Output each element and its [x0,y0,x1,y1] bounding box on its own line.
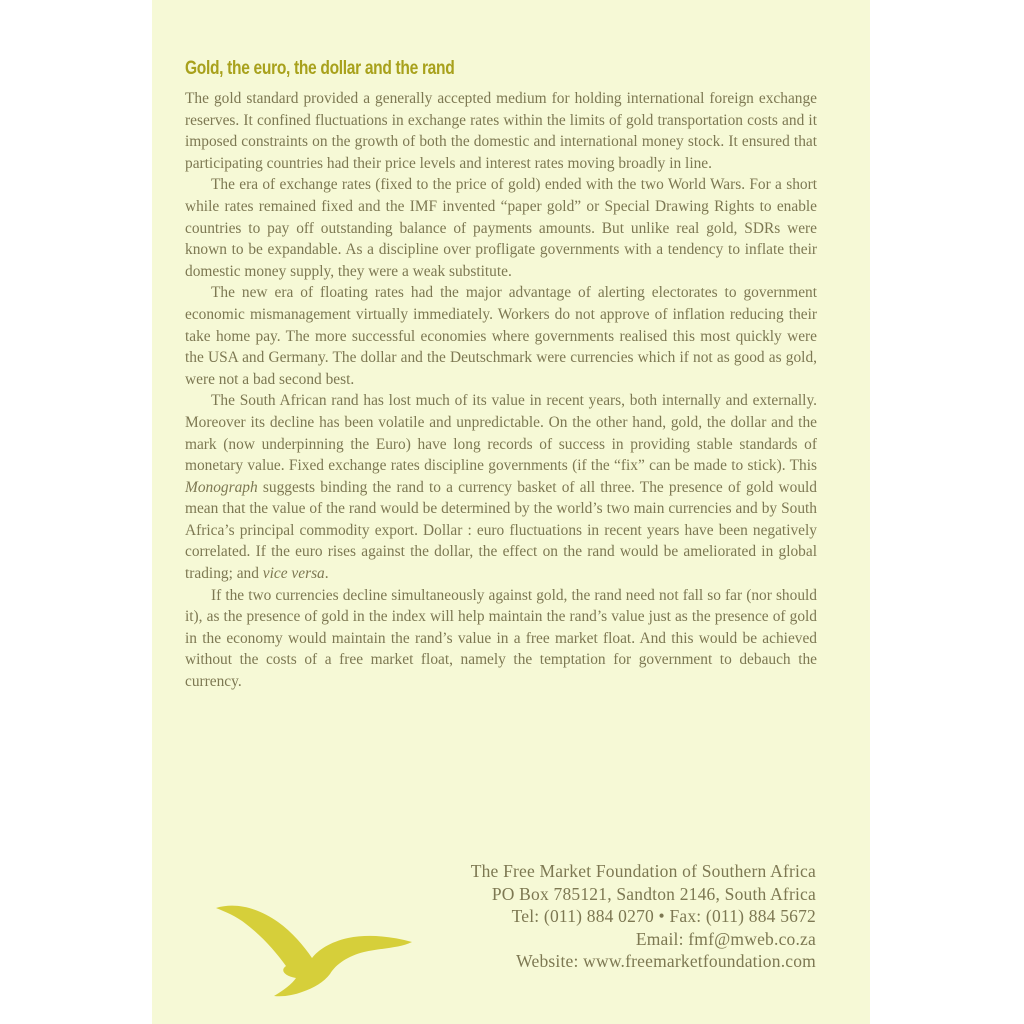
paragraph-2: The era of exchange rates (fixed to the price of gold) ended with the two World Wars. For a short while rates remained fixed and the IMF invented “paper gold” or Special Drawing Rights to enable countries to pay off outstanding balance of payments amounts. But unlike real gold, SDRs were known to be expandable. As a discipline over profligate governments with a tendency to inflate their domestic money supply, they were a weak substitute. [185,176,817,280]
paragraph-4-text-c: . [324,565,329,583]
website-address: Website: www.freemarketfoundation.com [516,951,816,971]
bird-logo-shape [216,906,412,997]
postal-address: PO Box 785121, Sandton 2146, South Africa [491,883,816,904]
paragraph-5: If the two currencies decline simultaneously against gold, the rand need not fall so far (nor should it), as the presence of gold in the index will help maintain the rand’s value just as the presence of gold in the economy would maintain the rand’s value in a free market float. And this would be achieved without the costs of a free market float, namely the temptation for government to debauch the currency. [185,586,817,691]
paragraph-4-text-a: The South African rand has lost much of its value in recent years, both internally and externally. Moreover its decline has been volatile and unpredictable. On the other hand, gold, the dollar and the mark (now underpinning the Euro) have long records of success in providing stable standards of monetary value. Fixed exchange rates discipline governments (if the “fix” can be made to stick). This [185,392,817,475]
email-address: Email: fmf@mweb.co.za [635,928,816,949]
paragraph-4-text-b: suggests binding the rand to a currency basket of all three. The presence of gold would mean that the value of the rand would be determined by the world’s two main currencies and by South Africa’s principal commodity export. Dollar : euro fluctuations in recent years have been negatively correlated. If the euro rises against the dollar, the effect on the rand would be ameliorated in global trading; and [185,478,817,583]
paragraph-4 [185,390,817,584]
bird-icon [214,896,414,1000]
article [185,58,817,693]
organization-name: The Free Market Foundation of Southern Africa [470,861,816,881]
paragraph-3: The new era of floating rates had the major advantage of alerting electorates to government economic mismanagement virtually immediately. Workers do not approve of inflation reducing their take home pay. The more successful economies where governments realised this most quickly were the USA and Germany. The dollar and the Deutschmark were currencies which if not as good as gold, were not a bad second best. [185,284,817,388]
brochure-page [152,0,870,1024]
paragraph-1: The gold standard provided a generally accepted medium for holding international foreign exchange reserves. It confined fluctuations in exchange rates within the limits of gold transportation costs and it imposed constraints on the growth of both the domestic and international money stock. It ensured that participating countries had their price levels and interest rates moving broadly in line. [185,90,817,172]
phone-fax: Tel: (011) 884 0270 • Fax: (011) 884 5672 [511,906,816,926]
monograph-title: Monograph [185,478,258,496]
vice-versa-phrase: vice versa [262,565,325,583]
article-title: Gold, the euro, the dollar and the rand [185,58,455,79]
contact-block [471,860,816,973]
